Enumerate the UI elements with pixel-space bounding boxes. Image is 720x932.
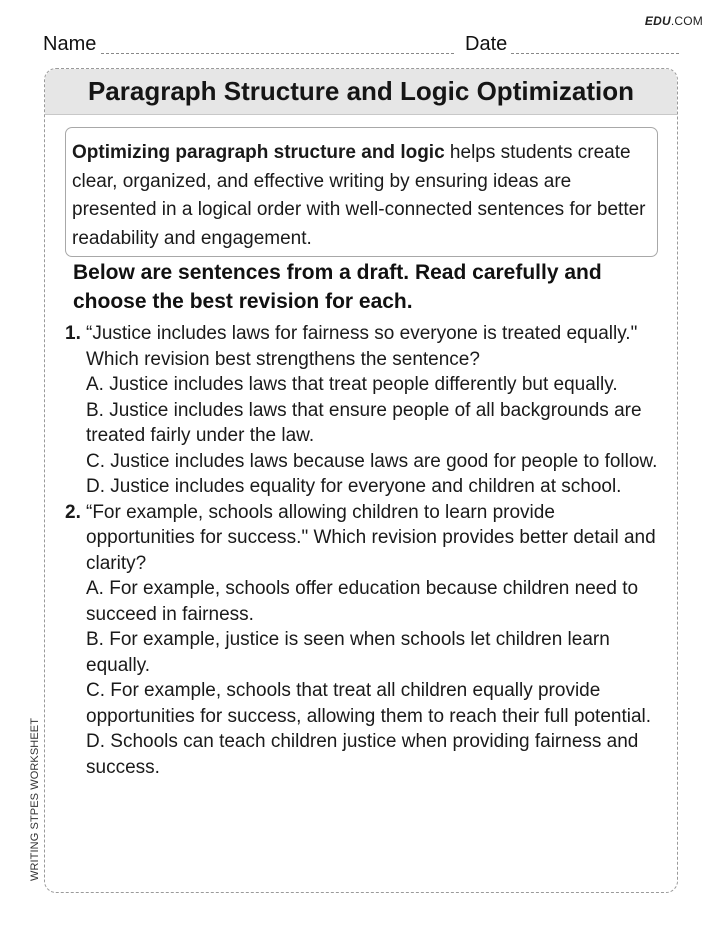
name-date-row	[43, 33, 679, 55]
intro-box	[65, 127, 658, 257]
instructions: Below are sentences from a draft. Read carefully and choose the best revision for each.	[73, 261, 602, 313]
answer-option-b: B. Justice includes laws that ensure people of all backgrounds are treated fairly under the law.	[86, 399, 642, 446]
answer-option-a: A. Justice includes laws that treat people differently but equally.	[86, 374, 618, 395]
worksheet-header	[45, 69, 677, 115]
question-number: 2.	[65, 501, 81, 523]
date-line[interactable]	[511, 53, 679, 54]
question-prompt: “For example, schools allowing children to learn provide opportunities for success." Which revision provides better detail and clarity?	[86, 501, 656, 574]
worksheet-title: Paragraph Structure and Logic Optimization	[87, 76, 635, 106]
question-1	[65, 321, 665, 500]
brand-prefix: EDU	[644, 14, 671, 28]
answer-option-c: C. Justice includes laws because laws are good for people to follow.	[86, 450, 658, 472]
intro-text: helps students create clear, organized, and effective writing by ensuring ideas are presented in a logical order with well-connected sentences for better readability and engagement.	[72, 142, 646, 249]
worksheet-card	[44, 68, 678, 893]
answer-option-c: C. For example, schools that treat all children equally provide opportunities for success, allowing them to reach their full potential.	[86, 680, 652, 727]
answer-option-d: D. Schools can teach children justice when providing fairness and success.	[86, 731, 639, 778]
brand-suffix: .COM	[670, 14, 703, 28]
question-prompt: “Justice includes laws for fairness so everyone is treated equally." Which revision best strengthens the sentence?	[86, 323, 638, 370]
brand-logo	[645, 14, 703, 28]
date-label: Date	[465, 33, 508, 55]
answer-option-b: B. For example, justice is seen when schools let children learn equally.	[86, 629, 610, 676]
intro-bold-text: Optimizing paragraph structure and logic	[72, 142, 445, 163]
name-label: Name	[43, 33, 97, 55]
name-line[interactable]	[101, 53, 454, 54]
question-2	[65, 500, 665, 781]
side-label: WRITING STPES WORKSHEET	[29, 717, 41, 881]
answer-option-d: D. Justice includes equality for everyone and children at school.	[86, 476, 622, 497]
question-list	[65, 321, 665, 780]
answer-option-a: A. For example, schools offer education because children need to succeed in fairness.	[86, 578, 639, 625]
question-number: 1.	[65, 323, 81, 344]
